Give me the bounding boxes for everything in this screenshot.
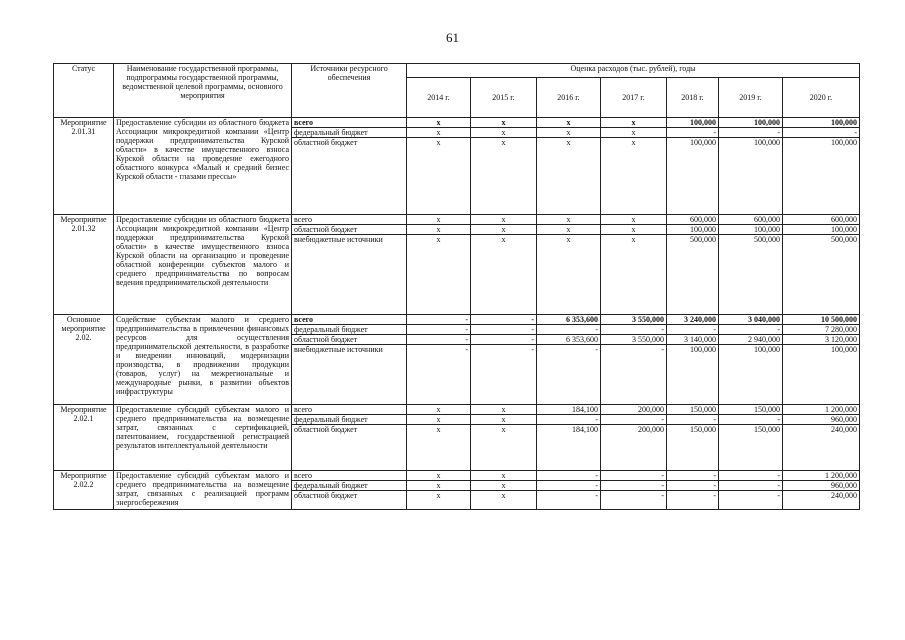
row-value: x	[407, 425, 471, 471]
row-value: x	[407, 128, 471, 138]
row-value: 150,000	[667, 405, 719, 415]
row-value: x	[601, 225, 667, 235]
row-value: -	[783, 128, 860, 138]
row-value: 6 353,600	[537, 335, 601, 345]
row-value: 960,000	[783, 415, 860, 425]
row-value: 100,000	[719, 225, 783, 235]
row-value: 2 940,000	[719, 335, 783, 345]
row-value: x	[537, 138, 601, 215]
row-value: 100,000	[667, 138, 719, 215]
row-value: x	[601, 215, 667, 225]
row-value: x	[471, 225, 537, 235]
row-source: областной бюджет	[292, 425, 407, 471]
row-value: -	[667, 471, 719, 481]
row-value: 3 140,000	[667, 335, 719, 345]
row-status: Мероприятие 2.02.2	[54, 471, 114, 510]
row-value: -	[719, 128, 783, 138]
row-value: 150,000	[719, 405, 783, 415]
row-value: x	[407, 471, 471, 481]
row-source: областной бюджет	[292, 335, 407, 345]
row-value: x	[471, 128, 537, 138]
row-name: Содействие субъектам малого и среднего предпринимательства в привлечении финансовых ресурсов для осуществления предпринимательской деятельности, в разработке и внедрении инноваций, модернизации производства, в продвижении продукции (товаров, услуг) на межрегиональные и международные рынки, в развитии объектов инфраструктуры	[114, 315, 292, 405]
row-value: 100,000	[783, 345, 860, 405]
row-value: -	[667, 415, 719, 425]
row-value: 3 550,000	[601, 315, 667, 325]
row-value: x	[537, 118, 601, 128]
row-value: -	[537, 415, 601, 425]
row-value: 3 040,000	[719, 315, 783, 325]
row-value: -	[471, 335, 537, 345]
row-source: федеральный бюджет	[292, 325, 407, 335]
row-value: x	[407, 138, 471, 215]
table-row	[54, 118, 860, 128]
header-year: 2017 г.	[601, 78, 667, 118]
row-source: областной бюджет	[292, 138, 407, 215]
row-value: x	[471, 491, 537, 510]
row-name: Предоставление субсидий субъектам малого и среднего предпринимательства на возмещение затрат, связанных с сертификацией, патентованием, государственной регистрацией результатов интеллектуальной деятельности	[114, 405, 292, 471]
row-value: x	[601, 235, 667, 315]
table-row	[54, 215, 860, 225]
row-value: 100,000	[667, 345, 719, 405]
header-year: 2020 г.	[783, 78, 860, 118]
row-value: x	[537, 215, 601, 225]
row-value: 1 200,000	[783, 405, 860, 415]
row-value: -	[537, 491, 601, 510]
row-value: -	[537, 481, 601, 491]
row-value: 240,000	[783, 425, 860, 471]
row-source: всего	[292, 315, 407, 325]
row-value: 100,000	[667, 118, 719, 128]
row-value: 3 120,000	[783, 335, 860, 345]
row-value: 600,000	[667, 215, 719, 225]
row-source: внебюджетные источники	[292, 235, 407, 315]
row-value: -	[537, 345, 601, 405]
table-row	[54, 405, 860, 415]
row-value: x	[537, 235, 601, 315]
row-source: федеральный бюджет	[292, 415, 407, 425]
row-value: -	[407, 315, 471, 325]
row-source: всего	[292, 471, 407, 481]
row-value: x	[407, 225, 471, 235]
row-value: 100,000	[719, 138, 783, 215]
row-value: x	[407, 491, 471, 510]
row-value: 200,000	[601, 425, 667, 471]
row-value: -	[719, 471, 783, 481]
row-source: областной бюджет	[292, 225, 407, 235]
row-value: 6 353,600	[537, 315, 601, 325]
header-year: 2019 г.	[719, 78, 783, 118]
header-name: Наименование государственной программы, подпрограммы государственной программы, ведомственной целевой программы, основного мероприятия	[114, 64, 292, 118]
row-value: 100,000	[667, 225, 719, 235]
row-value: x	[471, 235, 537, 315]
row-source: федеральный бюджет	[292, 481, 407, 491]
row-name: Предоставление субсидий субъектам малого и среднего предпринимательства на возмещение затрат, связанных с реализацией программ энергосбережения	[114, 471, 292, 510]
header-status: Статус	[54, 64, 114, 118]
row-source: всего	[292, 405, 407, 415]
row-value: x	[537, 225, 601, 235]
row-value: -	[719, 481, 783, 491]
row-value: -	[407, 345, 471, 405]
row-value: x	[471, 481, 537, 491]
row-value: 3 550,000	[601, 335, 667, 345]
row-value: x	[471, 471, 537, 481]
row-value: -	[719, 491, 783, 510]
row-value: x	[407, 215, 471, 225]
header-year: 2018 г.	[667, 78, 719, 118]
row-value: x	[407, 235, 471, 315]
row-value: -	[719, 415, 783, 425]
row-value: 100,000	[783, 138, 860, 215]
row-value: x	[601, 128, 667, 138]
header-year: 2015 г.	[471, 78, 537, 118]
row-value: 240,000	[783, 491, 860, 510]
page-number: 61	[446, 30, 459, 45]
row-value: 100,000	[783, 225, 860, 235]
row-value: -	[407, 335, 471, 345]
row-value: -	[537, 471, 601, 481]
row-value: 7 280,000	[783, 325, 860, 335]
row-name: Предоставление субсидии из областного бюджета Ассоциации микрокредитной компании «Центр поддержки предпринимательства Курской области» в качестве имущественного взноса Курской области на проведение ежегодного областного конкурса «Малый и средний бизнес Курской области - глазами прессы»	[114, 118, 292, 215]
header-year: 2014 г.	[407, 78, 471, 118]
row-value: -	[601, 325, 667, 335]
row-status: Основное мероприятие 2.02.	[54, 315, 114, 405]
header-sources: Источники ресурсного обеспечения	[292, 64, 407, 118]
row-value: -	[601, 345, 667, 405]
row-value: -	[667, 491, 719, 510]
row-value: x	[537, 128, 601, 138]
row-value: 200,000	[601, 405, 667, 415]
row-value: -	[537, 325, 601, 335]
row-value: -	[601, 415, 667, 425]
row-source: внебюджетные источники	[292, 345, 407, 405]
row-value: 184,100	[537, 405, 601, 415]
row-value: -	[407, 325, 471, 335]
row-value: -	[601, 491, 667, 510]
row-value: 500,000	[719, 235, 783, 315]
row-value: x	[471, 405, 537, 415]
row-value: x	[471, 118, 537, 128]
header-estimate: Оценка расходов (тыс. рублей), годы	[407, 64, 860, 78]
row-value: 600,000	[719, 215, 783, 225]
row-source: областной бюджет	[292, 491, 407, 510]
row-source: всего	[292, 118, 407, 128]
row-name: Предоставление субсидии из областного бюджета Ассоциации микрокредитной компании «Центр поддержки предпринимательства Курской области» в качестве имущественного взноса Курской области на организацию и проведение областной конференции субъектов малого и среднего предпринимательства по вопросам ведения предпринимательской деятельности	[114, 215, 292, 315]
row-value: 3 240,000	[667, 315, 719, 325]
row-value: x	[471, 415, 537, 425]
row-value: 500,000	[783, 235, 860, 315]
row-value: -	[667, 481, 719, 491]
row-value: x	[601, 138, 667, 215]
row-source: всего	[292, 215, 407, 225]
row-value: x	[407, 481, 471, 491]
row-value: 10 500,000	[783, 315, 860, 325]
row-value: -	[601, 481, 667, 491]
row-value: 500,000	[667, 235, 719, 315]
row-value: 150,000	[667, 425, 719, 471]
row-status: Мероприятие 2.01.32	[54, 215, 114, 315]
row-value: x	[407, 415, 471, 425]
row-value: 100,000	[719, 118, 783, 128]
table-row	[54, 315, 860, 325]
row-value: -	[667, 128, 719, 138]
row-status: Мероприятие 2.01.31	[54, 118, 114, 215]
row-value: -	[471, 325, 537, 335]
row-value: 184,100	[537, 425, 601, 471]
header-year: 2016 г.	[537, 78, 601, 118]
row-status: Мероприятие 2.02.1	[54, 405, 114, 471]
row-value: 1 200,000	[783, 471, 860, 481]
row-value: 600,000	[783, 215, 860, 225]
expenditure-table	[53, 63, 860, 510]
row-value: x	[471, 215, 537, 225]
row-value: x	[471, 425, 537, 471]
row-value: -	[601, 471, 667, 481]
row-value: -	[667, 325, 719, 335]
row-value: x	[407, 118, 471, 128]
row-source: федеральный бюджет	[292, 128, 407, 138]
table-row	[54, 471, 860, 481]
row-value: 150,000	[719, 425, 783, 471]
row-value: x	[407, 405, 471, 415]
row-value: 100,000	[783, 118, 860, 128]
row-value: -	[471, 315, 537, 325]
row-value: 100,000	[719, 345, 783, 405]
row-value: x	[471, 138, 537, 215]
row-value: 960,000	[783, 481, 860, 491]
row-value: -	[471, 345, 537, 405]
row-value: x	[601, 118, 667, 128]
row-value: -	[719, 325, 783, 335]
